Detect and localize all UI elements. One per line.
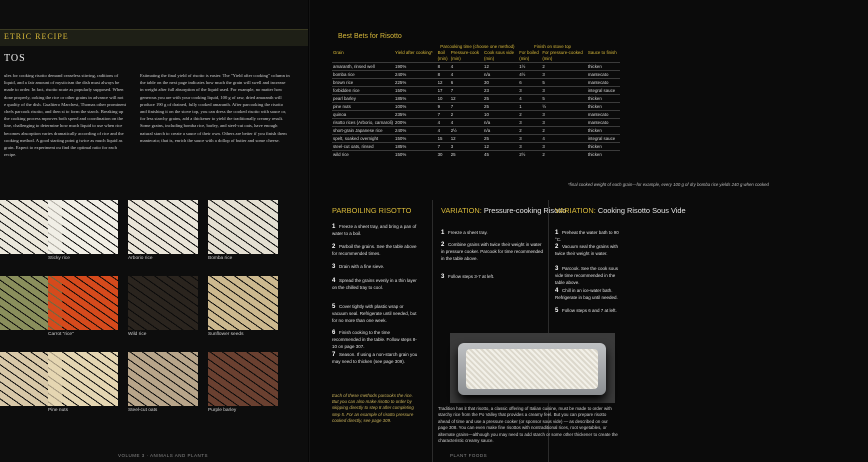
table-cell: 185% — [395, 96, 407, 101]
grain-photo — [128, 200, 198, 254]
unit-label: (min) — [542, 56, 553, 61]
grain-name: steel-cut oats, rinsed — [333, 144, 374, 149]
grain-photo — [48, 200, 118, 254]
table-cell: 25 — [484, 104, 489, 109]
grain-caption: Carrot "rice" — [48, 332, 74, 337]
left-page — [0, 0, 310, 462]
table-cell: thicken — [587, 144, 602, 149]
step-4: 4 Chill in an ice-water bath. Refrigerate in bag until needed. — [555, 288, 618, 300]
table-cell: 225% — [395, 80, 407, 85]
table-cell: 3 — [542, 112, 545, 117]
grain-caption: Arborio rice — [128, 256, 153, 261]
grain-caption: Wild rice — [128, 332, 147, 337]
table-cell: 6 — [450, 80, 454, 85]
col-grain: Grain — [333, 50, 344, 55]
step-text: Parcook. See the cook sous vide time recommended in the table above. — [555, 266, 619, 285]
table-row — [332, 103, 620, 111]
grain-tile — [48, 276, 118, 337]
chapter-header: ETRIC RECIPE — [4, 32, 69, 41]
table-cell: 25 — [450, 152, 456, 157]
table-row — [332, 151, 620, 159]
step-text: Follow steps 3-7 at left. — [448, 274, 495, 279]
grain-name: pine nuts — [333, 104, 351, 109]
step-text: Freeze a sheet tray, and bring a pan of water to a boil. — [332, 224, 417, 236]
step-2: 2 Combine grains with twice their weight in water in pressure cooker. Parcook for time recommended in the table above. — [441, 242, 544, 261]
table-footnote: *final cooked weight of each grain—for example, every 100 g of dry bomba rice yields 240 g when cooked — [568, 182, 769, 187]
table-cell: 4 — [542, 136, 545, 141]
grain-tile — [48, 352, 118, 413]
grain-caption: Bomba rice — [208, 256, 233, 261]
grain-name: brown rice — [333, 80, 354, 85]
table-cell: 185% — [395, 144, 407, 149]
grain-tile — [208, 276, 278, 337]
col-pressure: Pressure-cook — [450, 50, 480, 55]
unit-label: (min) — [450, 56, 461, 61]
table-cell: integral sauce — [587, 88, 616, 93]
step-3: 3 Drain with a fine sieve. — [332, 264, 385, 270]
table-cell: mantecato — [587, 72, 609, 77]
table-cell: 45 — [484, 152, 489, 157]
step-text: Spread the grains evenly in a thin layer on the chilled tray to cool. — [332, 278, 417, 290]
step-text: Cover tightly with plastic wrap or vacuum seal. Refrigerate until needed, but for no more than one week. — [332, 304, 417, 323]
step-text: Parboil the grains. See the table above for recommended times. — [332, 244, 417, 256]
table-cell: 3 — [542, 120, 545, 125]
grain-name: pearl barley — [333, 96, 356, 101]
table-cell: 2 — [542, 152, 545, 157]
table-row — [332, 143, 620, 151]
table-cell: 3 — [542, 88, 545, 93]
table-cell: thicken — [587, 104, 602, 109]
table-cell: 10 — [437, 96, 443, 101]
table-cell: 5 — [542, 96, 545, 101]
table-cell: 2½ — [450, 128, 457, 133]
table-cell: thicken — [587, 96, 602, 101]
table-cell: 2 — [450, 112, 454, 117]
table-cell: 12 — [484, 64, 489, 69]
grain-photo — [48, 276, 118, 330]
table-row — [332, 127, 620, 135]
section-title: TOS — [4, 53, 26, 64]
col-pressure-cooked: For pressure-cooked — [542, 50, 583, 55]
table-cell: 3 — [519, 144, 522, 149]
table-row — [332, 71, 620, 79]
right-footer: PLANT FOODS — [450, 453, 488, 458]
table-cell: thicken — [587, 128, 602, 133]
table-cell: 17 — [437, 88, 443, 93]
grain-photo — [208, 352, 278, 406]
grain-tile — [128, 352, 198, 413]
grain-tile — [208, 352, 278, 413]
grain-caption: Pine nuts — [48, 408, 69, 413]
table-cell: 7 — [450, 104, 454, 109]
variation-label: VARIATION: — [441, 206, 482, 215]
table-cell: 10 — [484, 112, 489, 117]
table-cell: 2½ — [519, 152, 526, 157]
variation-name: Cooking Risotto Sous Vide — [597, 206, 686, 215]
table-cell: 3 — [542, 72, 545, 77]
parboiled-rice — [466, 349, 598, 389]
table-cell: ½ — [542, 104, 546, 109]
table-cell: 8 — [437, 72, 441, 77]
grain-photo — [208, 200, 278, 254]
table-row — [332, 87, 620, 95]
right-page — [310, 0, 769, 462]
step-5: 5 Follow steps 6 and 7 at left. — [555, 308, 617, 314]
table-row — [332, 135, 620, 143]
parcook-group-header: Parcooking time (choose one method) — [440, 44, 515, 49]
table-cell: 150% — [395, 152, 407, 157]
grain-name: risotto rices (Arborio, carnaroli) — [333, 120, 394, 125]
left-footer: VOLUME 3 · ANIMALS AND PLANTS — [118, 453, 209, 458]
table-cell: mantecato — [587, 112, 609, 117]
table-cell: 3 — [519, 120, 522, 125]
table-cell: 3 — [450, 144, 454, 149]
table-cell: 190% — [395, 64, 407, 69]
step-text: Drain with a fine sieve. — [339, 264, 385, 269]
col-yield: Yield after cooking* — [395, 50, 433, 55]
table-cell: n/a — [484, 128, 491, 133]
table-cell: mantecato — [587, 120, 609, 125]
step-text: Chill in an ice-water bath. Refrigerate in bag until needed. — [555, 288, 618, 300]
table-cell: 12 — [484, 144, 489, 149]
table-cell: 200% — [395, 120, 407, 125]
grain-photo — [208, 276, 278, 330]
table-cell: 8 — [437, 64, 441, 69]
step-4: 4 Spread the grains evenly in a thin layer on the chilled tray to cool. — [332, 278, 417, 290]
finish-group-header: Finish on stove top — [534, 44, 571, 49]
grain-caption: Sunflower seeds — [208, 332, 244, 337]
unit-label: (min) — [519, 56, 530, 61]
table-cell: 7 — [450, 88, 454, 93]
table-cell: 4 — [437, 120, 441, 125]
unit-label: (min) — [437, 56, 448, 61]
step-2: 2 Vacuum seal the grains with twice their weight in water. — [555, 244, 618, 256]
table-cell: 12 — [437, 80, 443, 85]
grain-tile — [48, 200, 118, 261]
grain-caption: Steel-cut oats — [128, 408, 158, 413]
grain-caption: Sticky rice — [48, 256, 70, 261]
step-text: Preheat the water bath to 90 °C. — [555, 230, 619, 242]
table-cell: 25 — [484, 136, 489, 141]
table-cell: 150% — [395, 88, 407, 93]
table-cell: 23 — [484, 88, 489, 93]
grain-name: forbidden rice — [333, 88, 360, 93]
grain-name: spelt, soaked overnight — [333, 136, 379, 141]
body-column-1: ules for cooking risotto demand ceaseless stirring, raditions of liquid, and a fair amount of mysticism the dish must always be made to order. In fact, risotto ncate as popularly supposed. When done properly, ooking the rice or other grains in advance will not e quality of the dish. Gualtiero Marchesi, Thomas other prominent chefs parcook risotto, and then st to form the starch. Breaking up the cooking process mproves both speed and coordination on the line, challenging to determine how much liquid to use when rice becomes absorption varies dramatically according of rice and the cooking method. A good starting point g twice as much liquid as grain. Expect to experiment ou find the optimal ratio for each recipe. — [4, 73, 127, 158]
parboiling-sidenote: Each of these methods parcooks the rice. But you can also make risotto to order by skipping directly to step 8 after completing step 5. For an example of risotto pressure cooked directly, see page 309. — [332, 393, 414, 423]
table-cell: 25 — [484, 96, 489, 101]
step-text: Vacuum seal the grains with twice their weight in water. — [555, 244, 618, 256]
step-7: 7 Season. If using a non-starch grain you may need to thicken (see page 309). — [332, 352, 418, 364]
table-cell: 100% — [395, 104, 407, 109]
grain-photo — [128, 276, 198, 330]
grain-tile — [128, 276, 198, 337]
risotto-pan-photo — [450, 333, 615, 403]
table-cell: mantecato — [587, 80, 609, 85]
grain-photo — [48, 352, 118, 406]
table-title: Best Bets for Risotto — [338, 33, 402, 40]
table-cell: 2 — [519, 112, 522, 117]
step-6: 6 Finish cooking to the time recommended in the table. Follow steps 8-10 on page 307. — [332, 330, 417, 349]
step-text: Season. If using a non-starch grain you may need to thicken (see page 309). — [332, 352, 418, 364]
table-cell: 4 — [450, 64, 454, 69]
parboiling-title: PARBOILING RISOTTO — [332, 206, 412, 215]
table-cell: 12 — [450, 136, 456, 141]
table-cell: integral sauce — [587, 136, 616, 141]
step-1: 1 Preheat the water bath to 90 °C. — [555, 230, 619, 242]
table-cell: 2 — [519, 128, 522, 133]
table-cell: thicken — [587, 152, 602, 157]
table-cell: 7 — [437, 144, 441, 149]
table-row — [332, 111, 620, 119]
table-row — [332, 63, 620, 71]
variation-name: Pressure-cooking Risotto — [483, 206, 567, 215]
step-5: 5 Cover tightly with plastic wrap or vacuum seal. Refrigerate until needed, but for no more than one week. — [332, 304, 417, 323]
table-cell: 4 — [450, 72, 454, 77]
table-cell: 6 — [519, 80, 522, 85]
step-text: Freeze a sheet tray. — [448, 230, 488, 235]
table-cell: n/a — [484, 72, 491, 77]
table-cell: 1 — [519, 104, 522, 109]
table-cell: 1½ — [519, 64, 526, 69]
grain-name: quinoa — [333, 112, 347, 117]
tradition-paragraph: Tradition has it that risotto, a classic offering of Italian cuisine, must be made to order with starchy rice from the Po Valley that provides a creamy feel. But you can prepare risotto ahead of time and use a pressure cooker (or sponsor sous vide) — as described on our page 308. You can even make fine risottos with nontraditional rices, root vegetables, or alternate grains—although you may need to add starch or some other thickener to create the characteristic creamy sauce. — [438, 406, 618, 444]
table-cell: 15 — [437, 136, 443, 141]
col-boil: Boil — [437, 50, 445, 55]
table-cell: 7 — [437, 112, 441, 117]
table-cell: 240% — [395, 72, 407, 77]
grain-name: amaranth, rinsed well — [333, 64, 375, 69]
step-text: Combine grains with twice their weight in water in pressure cooker. Parcook for time recommended in the table above. — [441, 242, 544, 261]
table-cell: 240% — [395, 128, 407, 133]
table-cell: 5 — [542, 80, 545, 85]
grain-photo — [128, 352, 198, 406]
col-sous-vide: Cook sous vide — [484, 50, 515, 55]
table-cell: 9 — [437, 104, 441, 109]
col-boiled: For boiled — [519, 50, 539, 55]
table-cell: 12 — [450, 96, 456, 101]
step-3: 3 Follow steps 3-7 at left. — [441, 274, 495, 280]
table-cell: 3 — [519, 136, 522, 141]
table-row — [332, 119, 620, 127]
step-2: 2 Parboil the grains. See the table above for recommended times. — [332, 244, 417, 256]
table-cell: 2 — [542, 128, 545, 133]
step-text: Finish cooking to the time recommended in the table. Follow steps 8-10 on page 307. — [332, 330, 417, 349]
step-1: 1 Freeze a sheet tray, and bring a pan of water to a boil. — [332, 224, 417, 236]
table-cell: 30 — [484, 80, 489, 85]
table-cell: n/a — [484, 120, 491, 125]
table-cell: 4 — [519, 96, 522, 101]
grain-name: wild rice — [333, 152, 349, 157]
grain-name: bomba rice — [333, 72, 355, 77]
step-3: 3 Parcook. See the cook sous vide time recommended in the table above. — [555, 266, 619, 285]
variation-label: VARIATION: — [555, 206, 596, 215]
table-cell: 30 — [437, 152, 443, 157]
table-cell: 4 — [437, 128, 441, 133]
body-column-2: Estimating the final yield of risotto is easier. The "Yield after cooking" column in the table on the next page indicates how much the grain will swell and increase in weight after full absorption of the liquid used. For example, no matter how generous you are with your cooking liquid, 100 g of raw, dried amaranth will produce 190 g of drained, fully cooked amaranth. After parcooking the risotto and finishing it on the stove top, you can dress the cooked risotto with sauce or, for less starchy grains, add a thickener to yield the traditionally creamy result. Some grains, including bomba rice, barley, and steel-cut oats, have enough natural starch to create a sauce of their own. Others are better if you finish them mantecato; that is, enrich the sauce with a dollop of butter and some cheese. — [140, 73, 290, 143]
table-cell: 2 — [542, 64, 545, 69]
step-text: Follow steps 6 and 7 at left. — [562, 308, 617, 313]
step-1: 1 Freeze a sheet tray. — [441, 230, 488, 236]
table-cell: thicken — [587, 64, 602, 69]
grain-tile — [128, 200, 198, 261]
chapter-header-bar — [0, 29, 310, 46]
unit-label: (min) — [484, 56, 495, 61]
table-cell: 3 — [519, 88, 522, 93]
table-row — [332, 79, 620, 87]
grain-name: short-grain Japanese rice — [333, 128, 383, 133]
table-cell: 235% — [395, 112, 407, 117]
sousvide-title — [555, 206, 686, 215]
table-cell: 3 — [542, 144, 545, 149]
grain-tile — [208, 200, 278, 261]
table-cell: 4½ — [519, 72, 526, 77]
col-sauce: Sauce to finish — [587, 50, 617, 55]
table-cell: 4 — [450, 120, 454, 125]
grain-caption: Purple barley — [208, 408, 237, 413]
table-row — [332, 95, 620, 103]
table-cell: 150% — [395, 136, 407, 141]
risotto-table — [332, 44, 620, 158]
